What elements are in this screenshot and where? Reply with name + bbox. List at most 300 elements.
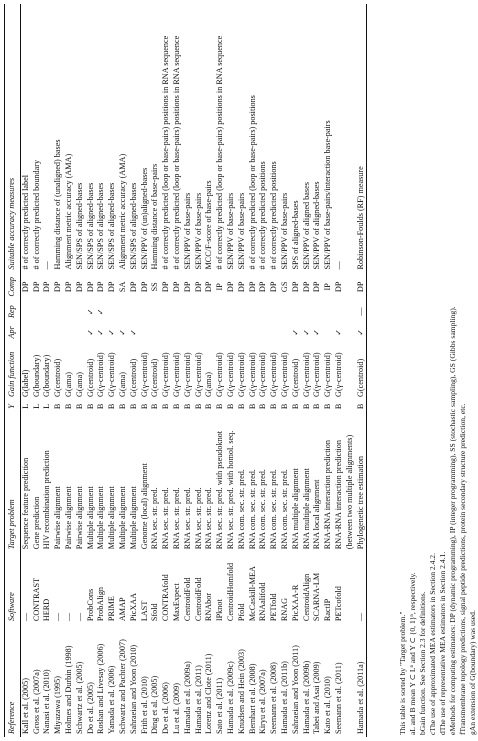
header-comp: Comp — [7, 277, 16, 297]
cell-apr: ✓ — [333, 328, 343, 336]
cell-gain-function: G(γ-centroid) — [96, 352, 106, 397]
cell-reference: Lu et al. (2009) — [171, 683, 181, 734]
table-row — [129, 4, 140, 737]
cell-comp: DP — [312, 281, 322, 293]
cell-suitable-accuracy: SEN/SPS of aligned-bases — [85, 182, 95, 270]
cell-software: Sfold — [150, 603, 160, 622]
cell-target-problem: RNA com. sec. str. pred. — [247, 469, 257, 550]
table-row — [53, 4, 64, 737]
cell-y: B — [107, 403, 117, 410]
cell-rep — [161, 301, 172, 322]
cell-apr — [204, 322, 215, 342]
cell-reference: Kiryu et al. (2007a) — [258, 669, 268, 734]
table-row — [75, 4, 86, 737]
cell-comp: IP — [215, 283, 225, 291]
cell-comp: DP — [258, 281, 268, 293]
cell-gain-function: G(centroid) — [128, 358, 138, 397]
cell-suitable-accuracy: Alignment metric accuracy (AMA) — [63, 153, 73, 270]
cell-gain-function: G(γ-centroid) — [247, 352, 257, 397]
cell-gain-function: G(γ-centroid) — [193, 352, 203, 397]
cell-rep: — — [355, 307, 365, 316]
cell-rep — [204, 301, 215, 322]
cell-y: B — [182, 403, 192, 410]
cell-target-problem: RNA multiple alignment — [301, 468, 311, 550]
cell-rep — [20, 301, 31, 322]
cell-comp: DP — [269, 281, 279, 293]
table-row — [140, 4, 151, 737]
table-row — [86, 4, 97, 737]
cell-comp: DP — [236, 281, 246, 293]
table-row — [215, 4, 226, 737]
cell-target-problem: RNA sec. str. pred. — [161, 487, 171, 550]
cell-suitable-accuracy: Hamming distance of base-pairs — [150, 163, 160, 270]
header-reference: Reference — [7, 701, 16, 734]
cell-rep — [248, 301, 259, 322]
cell-y: B — [236, 403, 246, 410]
cell-reference: Frith et al. (2010) — [139, 676, 149, 734]
cell-apr — [269, 322, 280, 342]
cell-y: B — [53, 403, 63, 410]
cell-gain-function: G(γ-centroid) — [236, 352, 246, 397]
cell-target-problem: RNA com. sec. str. pred. — [258, 469, 268, 550]
table-row — [107, 4, 118, 737]
cell-comp: DP — [107, 281, 117, 293]
cell-rep — [107, 301, 118, 322]
cell-comp: DP — [96, 281, 106, 293]
cell-suitable-accuracy: # of correctly predicted (loop or base-pairs) positions in RNA sequence — [215, 35, 225, 270]
cell-software: RNAalifold — [258, 582, 268, 622]
cell-gain-function: G(γ-centroid) — [139, 352, 149, 397]
cell-y: B — [193, 403, 203, 410]
cell-comp: DP — [74, 281, 84, 293]
cell-apr — [42, 322, 53, 342]
cell-y: B — [301, 403, 311, 410]
cell-target-problem: Multiple alignment — [96, 486, 106, 550]
cell-reference: Kato et al. (2010) — [323, 676, 333, 734]
cell-software: PicXAA — [128, 592, 138, 622]
cell-reference: Ding et al. (2005) — [150, 675, 160, 734]
cell-target-problem: RNA com. sec. str. pred. — [236, 469, 246, 550]
cell-comp: DP — [182, 281, 192, 293]
cell-software: HERD — [42, 598, 52, 622]
cell-target-problem: RNA sec. str. pred. with homol. seq. — [225, 430, 235, 550]
table-row — [345, 4, 356, 737]
cell-target-problem: Multiple alignment — [107, 486, 117, 550]
cell-reference: Knudsen and Hein (2003) — [236, 649, 246, 734]
cell-target-problem: Pairwise alignment — [74, 486, 84, 550]
cell-reference: Holmes and Durbin (1998) — [63, 645, 73, 734]
cell-comp: DP — [139, 281, 149, 293]
cell-y: L — [31, 403, 41, 409]
cell-target-problem: Pairwise alignment — [63, 486, 73, 550]
cell-apr — [215, 322, 226, 342]
cell-apr: ✓ — [355, 328, 365, 336]
cell-suitable-accuracy: SEN/PPV of base-pairs — [225, 192, 235, 270]
cell-target-problem: Multiple alignment — [85, 486, 95, 550]
cell-apr — [172, 322, 183, 342]
cell-target-problem: RNA sec. str. pred. — [193, 487, 203, 550]
cell-reference: Nanasi et al. (2010) — [42, 669, 52, 734]
footnote: aL and B mean Y ⊂ Lⁿ and Y ⊂ {0, 1}ⁿ, respectively. — [408, 572, 417, 735]
cell-apr — [323, 322, 334, 342]
cell-y: B — [279, 403, 289, 410]
cell-gain-function: G(label) — [20, 369, 30, 397]
cell-target-problem: Multiple alignment — [117, 486, 127, 550]
table-row — [248, 4, 259, 737]
cell-apr — [64, 322, 75, 342]
cell-reference: Hamada et al. (2011b) — [279, 661, 289, 734]
cell-comp: DP — [333, 281, 343, 293]
cell-suitable-accuracy: # of correctly predicted (loop or base-pairs) positions in RNA sequence — [171, 35, 181, 270]
cell-rep — [291, 301, 302, 322]
cell-suitable-accuracy: SEN/PPV of base-pairs — [236, 192, 246, 270]
cell-software: CentroidAlign — [301, 573, 311, 622]
table-row — [237, 4, 248, 737]
cell-reference: Do et al. (2005) — [85, 682, 95, 734]
cell-reference: Miyazawa (1995) — [53, 676, 63, 734]
cell-gain-function: G(centroid) — [85, 358, 95, 397]
cell-rep — [258, 301, 269, 322]
cell-gain-function: G(γ-centroid) — [258, 352, 268, 397]
cell-rep — [226, 301, 237, 322]
cell-y: B — [117, 403, 127, 410]
cell-suitable-accuracy: SEN/PPV of aligned-bases — [312, 181, 322, 270]
cell-y: B — [161, 403, 171, 410]
cell-gain-function: G(γ-centroid) — [182, 352, 192, 397]
cell-target-problem: Pairwise alignment — [53, 486, 63, 550]
table-row — [150, 4, 161, 737]
footnote: This table is sorted by "Target problem." — [398, 611, 407, 735]
cell-comp — [345, 273, 356, 302]
cell-software: — — [74, 612, 84, 622]
table-row — [226, 4, 237, 737]
cell-apr: ✓ — [312, 328, 322, 336]
cell-gain-function: G(ama) — [117, 371, 127, 397]
cell-rep — [312, 301, 323, 322]
cell-rep — [53, 301, 64, 322]
cell-rep — [334, 301, 345, 322]
cell-rep — [215, 301, 226, 322]
cell-comp: DP — [225, 281, 235, 293]
cell-suitable-accuracy: Hamming distance of (unaligned) bases — [53, 139, 63, 270]
cell-target-problem: (between two multiple alignments) — [344, 434, 354, 550]
cell-y: B — [225, 403, 235, 410]
cell-reference: Sahraeian and Yoon (2010) — [128, 644, 138, 734]
cell-gain-function: G(γ-centroid) — [215, 352, 225, 397]
cell-reference: Yamada et al. (2006) — [107, 665, 117, 734]
cell-apr — [237, 322, 248, 342]
cell-suitable-accuracy: SEN/PPV of (un)aligned-bases — [139, 167, 149, 270]
cell-comp: DP — [204, 281, 214, 293]
cell-comp: DP — [128, 281, 138, 293]
table-row — [302, 4, 313, 737]
cell-gain-function: G(centroid) — [290, 358, 300, 397]
cell-rep — [194, 301, 205, 322]
cell-target-problem: Genome (local) alignment — [139, 463, 149, 550]
table-row — [323, 4, 334, 737]
cell-apr: ✓ — [85, 328, 95, 336]
cell-y: B — [258, 403, 268, 410]
header-suitable-accuracy: Suitable accuracy measures — [7, 177, 16, 270]
cell-software: PicXAA-R — [290, 584, 300, 622]
cell-reference: Kall et al. (2005) — [20, 678, 30, 734]
cell-suitable-accuracy: # of correctly predicted boundary — [31, 159, 41, 270]
cell-rep — [64, 301, 75, 322]
cell-gain-function: G(γ-centroid) — [171, 352, 181, 397]
table-row — [118, 4, 129, 737]
cell-rep — [183, 301, 194, 322]
cell-rep — [129, 301, 140, 322]
cell-reference: Roshan and Livesay (2006) — [96, 643, 106, 734]
cell-target-problem: RNA sec. str. pred. with pseudoknot — [215, 430, 225, 550]
cell-rep — [237, 301, 248, 322]
cell-comp: SS — [150, 282, 160, 292]
cell-rep — [150, 301, 161, 322]
cell-rep — [140, 301, 151, 322]
cell-reference: Hamada et al. (2009b) — [301, 660, 311, 734]
cell-target-problem: Sequence feature prediction — [20, 457, 30, 550]
cell-suitable-accuracy: Alignment metric accuracy (AMA) — [117, 153, 127, 270]
cell-suitable-accuracy: SEN/PPV of base-pairs — [279, 192, 289, 270]
cell-software: CONTRAfold — [161, 574, 171, 622]
cell-apr: ✓ — [301, 328, 311, 336]
table-row — [64, 4, 75, 737]
cell-software: LAST — [139, 600, 149, 622]
cell-software: ProbCons — [85, 588, 95, 622]
cell-gain-function: G(γ-centroid) — [279, 352, 289, 397]
cell-suitable-accuracy: # of correctly predicted positions — [258, 161, 268, 270]
table-row — [258, 4, 269, 737]
cell-comp: DP — [247, 281, 257, 293]
mea-methods-table — [4, 4, 367, 737]
cell-suitable-accuracy: SPS of aligned-bases — [290, 200, 300, 270]
cell-suitable-accuracy — [345, 4, 356, 273]
cell-suitable-accuracy: — — [333, 261, 343, 270]
cell-comp: DP — [31, 281, 41, 293]
cell-comp: DP — [161, 281, 171, 293]
cell-software: RNAG — [279, 597, 289, 622]
cell-suitable-accuracy: # of correctly predicted label — [20, 174, 30, 270]
cell-y: B — [215, 403, 225, 410]
cell-apr — [20, 322, 31, 342]
cell-target-problem: HIV recombination prediction — [42, 450, 52, 550]
cell-suitable-accuracy: SEN/PPV of base-pairs/interaction base-pairs — [323, 120, 333, 270]
cell-gain-function: G(γ-centroid) — [333, 352, 343, 397]
cell-gain-function: G(γ-centroid) — [161, 352, 171, 397]
cell-y: B — [85, 403, 95, 410]
cell-reference: Seemann et al. (2011) — [333, 662, 343, 734]
cell-gain-function: G(centroid) — [355, 358, 365, 397]
header-apr: Apr — [7, 326, 16, 339]
cell-y: B — [150, 403, 160, 410]
cell-target-problem: RNA sec. str. pred. — [171, 487, 181, 550]
cell-software: CentroidHomfold — [225, 562, 235, 622]
cell-comp: DP — [171, 281, 181, 293]
cell-y: B — [323, 403, 333, 410]
cell-apr — [140, 322, 151, 342]
cell-comp: DP — [85, 281, 95, 293]
cell-reference: Seemann et al. (2008) — [269, 662, 279, 734]
footnotes — [398, 5, 478, 735]
table-row — [42, 4, 53, 737]
table-row — [183, 4, 194, 737]
cell-y: B — [171, 403, 181, 410]
cell-suitable-accuracy: SEN/PPV of base-pairs — [193, 192, 203, 270]
cell-rep — [172, 301, 183, 322]
cell-reference: Lorenz and Clote (2011) — [204, 653, 214, 734]
cell-gain-function: G(ama) — [74, 371, 84, 397]
cell-comp: DP — [53, 281, 63, 293]
cell-suitable-accuracy: # of correctly predicted (loop or base-pairs) positions — [247, 95, 257, 270]
cell-gain-function: G(γ-centroid) — [107, 352, 117, 397]
header-software: Software — [7, 592, 16, 622]
cell-apr — [32, 322, 43, 342]
cell-suitable-accuracy: # of correctly predicted positions — [269, 161, 279, 270]
table-row — [96, 4, 107, 737]
table-row — [312, 4, 323, 737]
cell-software: CentroidFold — [182, 577, 192, 622]
cell-suitable-accuracy: SEN/PPV of base-pairs — [182, 192, 192, 270]
table-row — [194, 4, 205, 737]
cell-y: B — [247, 403, 257, 410]
header-gain-function: Gain function — [7, 351, 16, 397]
cell-suitable-accuracy: SEN/PPV of aligned bases — [301, 182, 311, 270]
cell-suitable-accuracy: # of correctly predicted (loop or base-pairs) positions in RNA sequence — [161, 35, 171, 270]
cell-apr — [248, 322, 259, 342]
cell-software: Pfold — [236, 603, 246, 622]
cell-target-problem: RNA-RNA interaction prediction — [333, 440, 343, 550]
footnote: cThe use of approximated MEA estimators in Section 2.4.2. — [428, 552, 437, 735]
table-row — [32, 4, 43, 737]
cell-comp: DP — [193, 281, 203, 293]
cell-apr — [345, 322, 356, 342]
cell-y: B — [63, 403, 73, 410]
cell-gain-function: G(centroid) — [53, 358, 63, 397]
cell-software: CentroidFold — [193, 577, 203, 622]
cell-gain-function: G(centroid) — [150, 358, 160, 397]
cell-target-problem: RNA sec. str. pred. — [182, 487, 192, 550]
cell-apr: ✓ — [290, 328, 300, 336]
cell-software: PETcofold — [333, 586, 343, 622]
table-body — [20, 4, 367, 737]
cell-apr: ✓ — [117, 328, 127, 336]
cell-software: PETfold — [269, 593, 279, 622]
table-row — [161, 4, 172, 737]
cell-target-problem: RNA local alignment — [312, 479, 322, 550]
header-y: Y — [7, 404, 16, 409]
cell-suitable-accuracy: SEN/SPS of aligned-bases — [74, 182, 84, 270]
cell-rep — [42, 301, 53, 322]
cell-comp: IP — [323, 283, 333, 291]
table-row — [280, 4, 291, 737]
cell-target-problem: RNA multiple alignment — [290, 468, 300, 550]
cell-comp: DP — [63, 281, 73, 293]
cell-y: B — [333, 403, 343, 410]
cell-rep — [345, 301, 356, 322]
cell-reference: Hamada et al. (2009a) — [182, 661, 192, 734]
cell-suitable-accuracy: SEN/SPS of aligned-bases — [128, 182, 138, 270]
cell-reference: Schwartz and Pachter (2007) — [117, 639, 127, 734]
table-row — [356, 4, 367, 737]
footnote: gAn extension of G(boundary) was used. — [468, 610, 477, 735]
cell-software — [345, 552, 356, 624]
cell-apr — [183, 322, 194, 342]
cell-gain-function: G(γ-centroid) — [312, 352, 322, 397]
cell-reference: Hamada et al. (2011a) — [355, 661, 365, 734]
footnote: eMethods for computing estimators: DP (dynamic programming), IP (integer programming), SS (stochastic sampling), GS (Gibbs sampling). — [448, 306, 457, 735]
cell-reference: Sato et al. (2011) — [215, 677, 225, 734]
table-row — [291, 4, 302, 737]
cell-y: B — [355, 403, 365, 410]
cell-target-problem: Phylogenetic tree estimation — [355, 455, 365, 550]
cell-software: RNAbor — [204, 592, 214, 622]
cell-rep — [75, 301, 86, 322]
header-target-problem: Target problem — [7, 499, 16, 550]
cell-suitable-accuracy: MCC/F-score of base-pairs — [204, 180, 214, 270]
cell-rep: ✓ — [85, 308, 95, 316]
cell-apr: ✓ — [96, 328, 106, 336]
table-row — [20, 4, 31, 737]
cell-target-problem: RNA sec. str. pred. — [150, 487, 160, 550]
cell-gain-function: G(γ-centroid) — [323, 352, 333, 397]
cell-software: IPknot — [215, 599, 225, 622]
cell-apr — [226, 322, 237, 342]
cell-target-problem: RNA com. sec. str. pred. — [269, 469, 279, 550]
cell-y: B — [204, 403, 214, 410]
cell-rep — [323, 301, 334, 322]
cell-rep — [302, 301, 313, 322]
cell-gain-function: G(ama) — [204, 371, 214, 397]
cell-software: MaxExpect — [171, 583, 181, 622]
cell-target-problem: RNA sec. str. pred. — [204, 487, 214, 550]
cell-comp: SA — [117, 281, 127, 293]
cell-rep — [269, 301, 280, 322]
cell-y: B — [74, 403, 84, 410]
cell-target-problem: Multiple alignment — [128, 486, 138, 550]
cell-y: B — [269, 403, 279, 410]
cell-software: CONTRAST — [31, 577, 41, 622]
cell-software: RactIP — [323, 598, 333, 622]
header-rep: Rep — [7, 305, 16, 318]
cell-software: PRIME — [107, 596, 117, 622]
cell-gain-function: G(γ-centroid) — [269, 352, 279, 397]
cell-y: B — [139, 403, 149, 410]
footnote: bGain function. See Section 2.3 for definitions. — [418, 591, 427, 735]
cell-target-problem: RNA com. sec. str. pred. — [279, 469, 289, 550]
cell-comp: DP — [42, 281, 52, 293]
cell-software: AMAP — [117, 597, 127, 622]
cell-software: SCARNA-LM — [312, 572, 322, 622]
cell-software: — — [355, 612, 365, 622]
cell-y — [345, 400, 356, 413]
cell-target-problem: Gene prediction — [31, 496, 41, 550]
table-row — [204, 4, 215, 737]
cell-rep — [32, 301, 43, 322]
cell-rep — [118, 301, 129, 322]
table-row — [172, 4, 183, 737]
table-header-row — [5, 4, 21, 737]
cell-reference: Do et al. (2006) — [161, 682, 171, 734]
cell-software: — — [20, 612, 30, 622]
cell-gain-function: G(boundary) — [42, 354, 52, 397]
table-row — [334, 4, 345, 737]
cell-y: L — [42, 403, 52, 409]
cell-gain-function: G(γ-centroid) — [225, 352, 235, 397]
cell-y: L — [20, 403, 30, 409]
cell-y: B — [312, 403, 322, 410]
cell-y: B — [96, 403, 106, 410]
cell-rep — [280, 301, 291, 322]
